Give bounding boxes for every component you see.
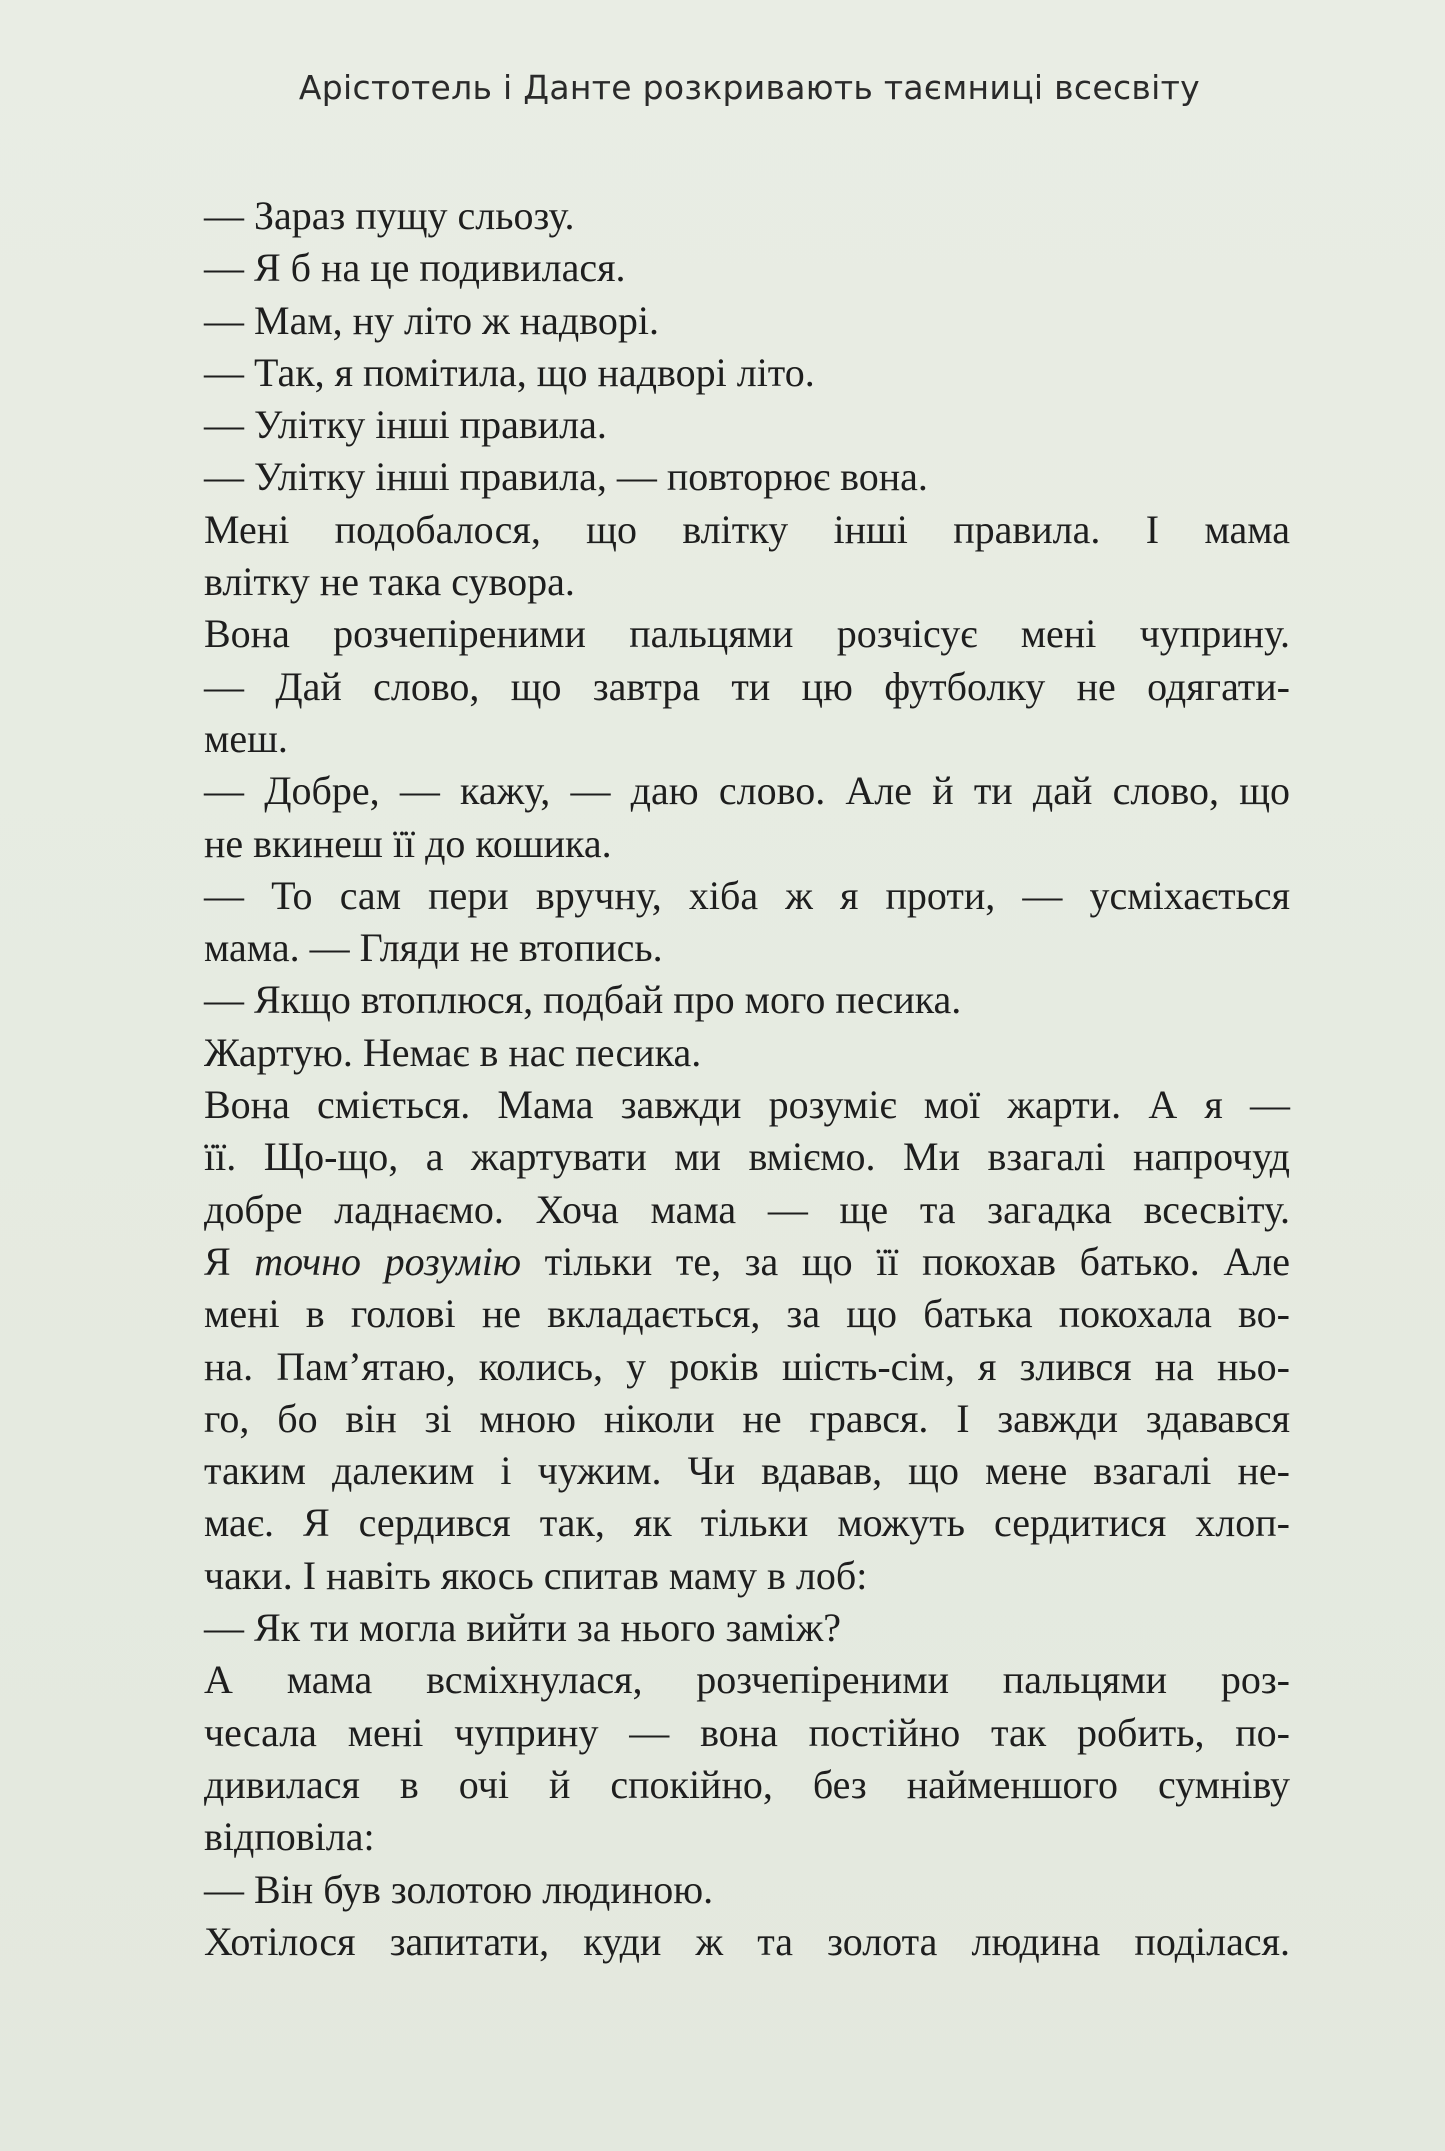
- text-line: меш.: [204, 715, 288, 761]
- text-line: — Мам, ну літо ж надворі.: [204, 297, 659, 343]
- text-line: Я точно розумію тільки те, за що її покохав батько. Але: [204, 1238, 1290, 1284]
- text-line: її. Що-що, а жартувати ми вміємо. Ми взагалі напрочуд: [204, 1134, 1290, 1180]
- text-line: чесала мені чуприну — вона постійно так робить, по-: [204, 1709, 1290, 1755]
- text-line: таким далеким і чужим. Чи вдавав, що мене взагалі не-: [204, 1448, 1290, 1494]
- text-line: — Дай слово, що завтра ти цю футболку не одягати-: [204, 663, 1290, 709]
- text-line: Мені подобалося, що влітку інші правила. І мама: [204, 506, 1290, 552]
- text-line: — Зараз пущу сльозу.: [204, 193, 575, 238]
- text-line: не вкинеш її до кошика.: [204, 820, 612, 866]
- text-line: — Він був золотою людиною.: [204, 1866, 714, 1912]
- running-title: Арістотель і Данте розкривають таємниці всесвіту: [298, 68, 1200, 107]
- text-line: — Як ти могла вийти за нього заміж?: [204, 1605, 841, 1651]
- text-line: влітку не така сувора.: [204, 559, 575, 605]
- text-line: — Улітку інші правила.: [204, 402, 607, 448]
- text-line: го, бо він зі мною ніколи не грався. І завжди здавався: [204, 1395, 1290, 1441]
- body-text: [204, 190, 1290, 1968]
- text-line: Хотілося запитати, куди ж та золота людина поділася.: [204, 1918, 1290, 1964]
- text-line: Жартую. Немає в нас песика.: [204, 1029, 702, 1075]
- text-line: чаки. І навіть якось спитав маму в лоб:: [204, 1552, 868, 1598]
- text-line: — Я б на це подивилася.: [204, 245, 626, 291]
- text-line: — Улітку інші правила, — повторює вона.: [204, 454, 928, 500]
- text-line: дивилася в очі й спокійно, без найменшого сумніву: [204, 1761, 1290, 1807]
- text-line: — Якщо втоплюся, подбай про мого песика.: [204, 977, 962, 1023]
- text-line: мама. — Гляди не втопись.: [204, 925, 663, 971]
- text-line: — Так, я помітила, що надворі літо.: [204, 349, 815, 395]
- text-line: Вона розчепіреними пальцями розчісує мені чуприну.: [204, 611, 1290, 657]
- text-line: відповіла:: [204, 1814, 375, 1860]
- text-line: на. Пам’ятаю, колись, у років шість-сім, я злився на ньо-: [204, 1343, 1290, 1389]
- text-line: добре ладнаємо. Хоча мама — ще та загадка всесвіту.: [204, 1186, 1290, 1232]
- text-line: — То сам пери вручну, хіба ж я проти, — усміхається: [204, 872, 1290, 918]
- text-line: має. Я сердився так, як тільки можуть сердитися хлоп-: [204, 1500, 1290, 1546]
- text-line: — Добре, — кажу, — даю слово. Але й ти дай слово, що: [204, 768, 1290, 814]
- text-line: мені в голові не вкладається, за що батька покохала во-: [204, 1291, 1290, 1337]
- text-line: А мама всміхнулася, розчепіреними пальцями роз-: [204, 1657, 1290, 1703]
- text-line: Вона сміється. Мама завжди розуміє мої жарти. А я —: [204, 1082, 1290, 1128]
